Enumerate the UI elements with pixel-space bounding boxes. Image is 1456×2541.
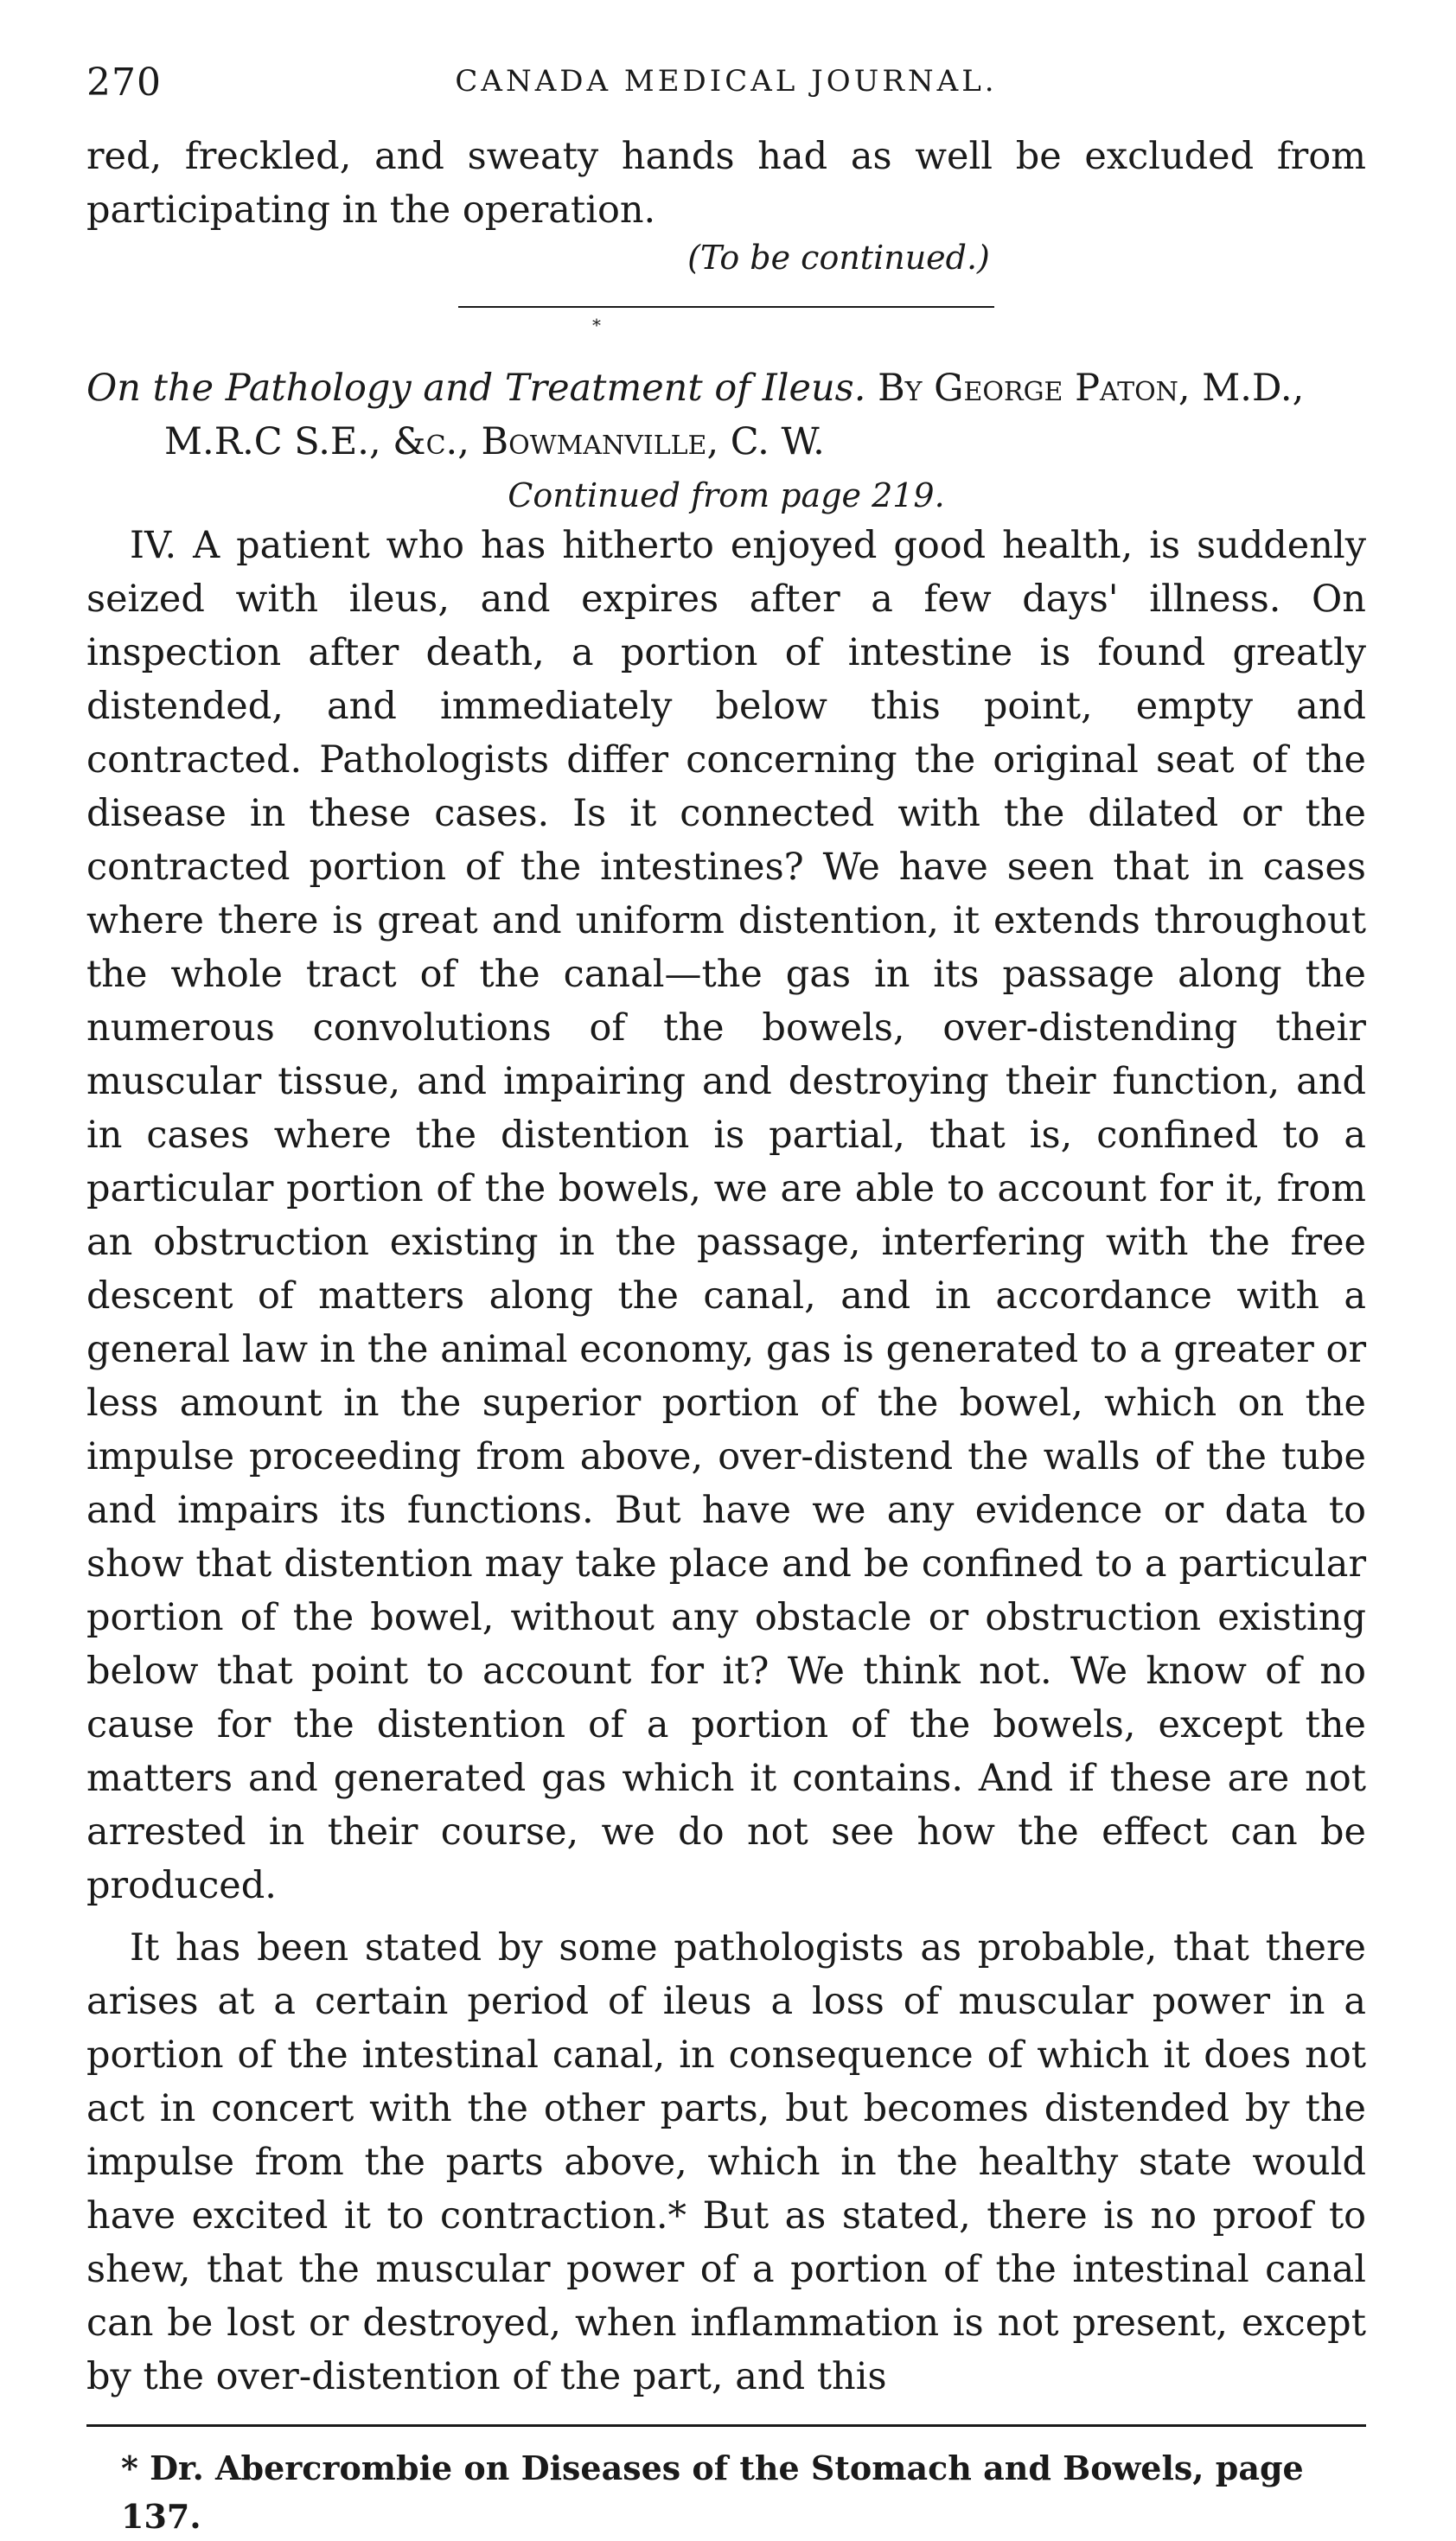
journal-page bbox=[86, 61, 1366, 2541]
article-author: By George Paton, M.D., M.R.C S.E., &c., Bowmanville, C. W. bbox=[164, 367, 1305, 463]
article-heading bbox=[86, 361, 1366, 469]
article-title: On the Pathology and Treatment of Ileus. bbox=[86, 367, 866, 410]
journal-title: CANADA MEDICAL JOURNAL. bbox=[455, 64, 998, 99]
separator-mark: * bbox=[592, 315, 601, 335]
body-paragraph: IV. A patient who has hitherto enjoyed good health, is suddenly seized with ileus, and expires after a few days' illness. On inspection after death, a portion of intestine is found greatly distended, and immediately below this point, empty and contracted. Pathologists differ concerning the original seat of the disease in these cases. Is it connected with the dilated or the contracted portion of the intestines? We have seen that in cases where there is great and uniform distention, it extends throughout the whole tract of the canal—the gas in its passage along the numerous convolutions of the bowels, over-distending their muscular tissue, and impairing and destroying their function, and in cases where the distention is partial, that is, confined to a particular portion of the bowels, we are able to account for it, from an obstruction existing in the passage, interfering with the free descent of matters along the canal, and in accordance with a general law in the animal economy, gas is generated to a greater or less amount in the superior portion of the bowel, which on the impulse proceeding from above, over-distend the walls of the tube and impairs its functions. But have we any evidence or data to show that distention may take place and be confined to a particular portion of the bowel, without any obstacle or obstruction existing below that point to account for it? We think not. We know of no cause for the distention of a portion of the bowels, except the matters and generated gas which it contains. And if these are not arrested in their course, we do not see how the effect can be produced. bbox=[86, 524, 1366, 1907]
section-divider bbox=[458, 306, 994, 308]
carry-over-text: red, freckled, and sweaty hands had as well be excluded from participating in the operation. bbox=[86, 135, 1366, 232]
footnote-divider bbox=[86, 2424, 1366, 2427]
footnote: * Dr. Abercrombie on Diseases of the Stomach and Bowels, page 137. bbox=[121, 2448, 1304, 2536]
to-be-continued-note: (To be continued.) bbox=[687, 239, 990, 277]
body-paragraph: It has been stated by some pathologists as probable, that there arises at a certain period of ileus a loss of muscular power in a portion of the intestinal canal, in consequence of which it does not act in concert with the other parts, but becomes distended by the impulse from the parts above, which in the healthy state would have excited it to contraction.* But as stated, there is no proof to shew, that the muscular power of a portion of the intestinal canal can be lost or destroyed, when inflammation is not present, except by the over-distention of the part, and this bbox=[86, 1926, 1366, 2398]
continued-from-note: Continued from page 219. bbox=[508, 476, 945, 514]
page-number: 270 bbox=[86, 61, 162, 105]
running-head bbox=[86, 61, 1366, 112]
